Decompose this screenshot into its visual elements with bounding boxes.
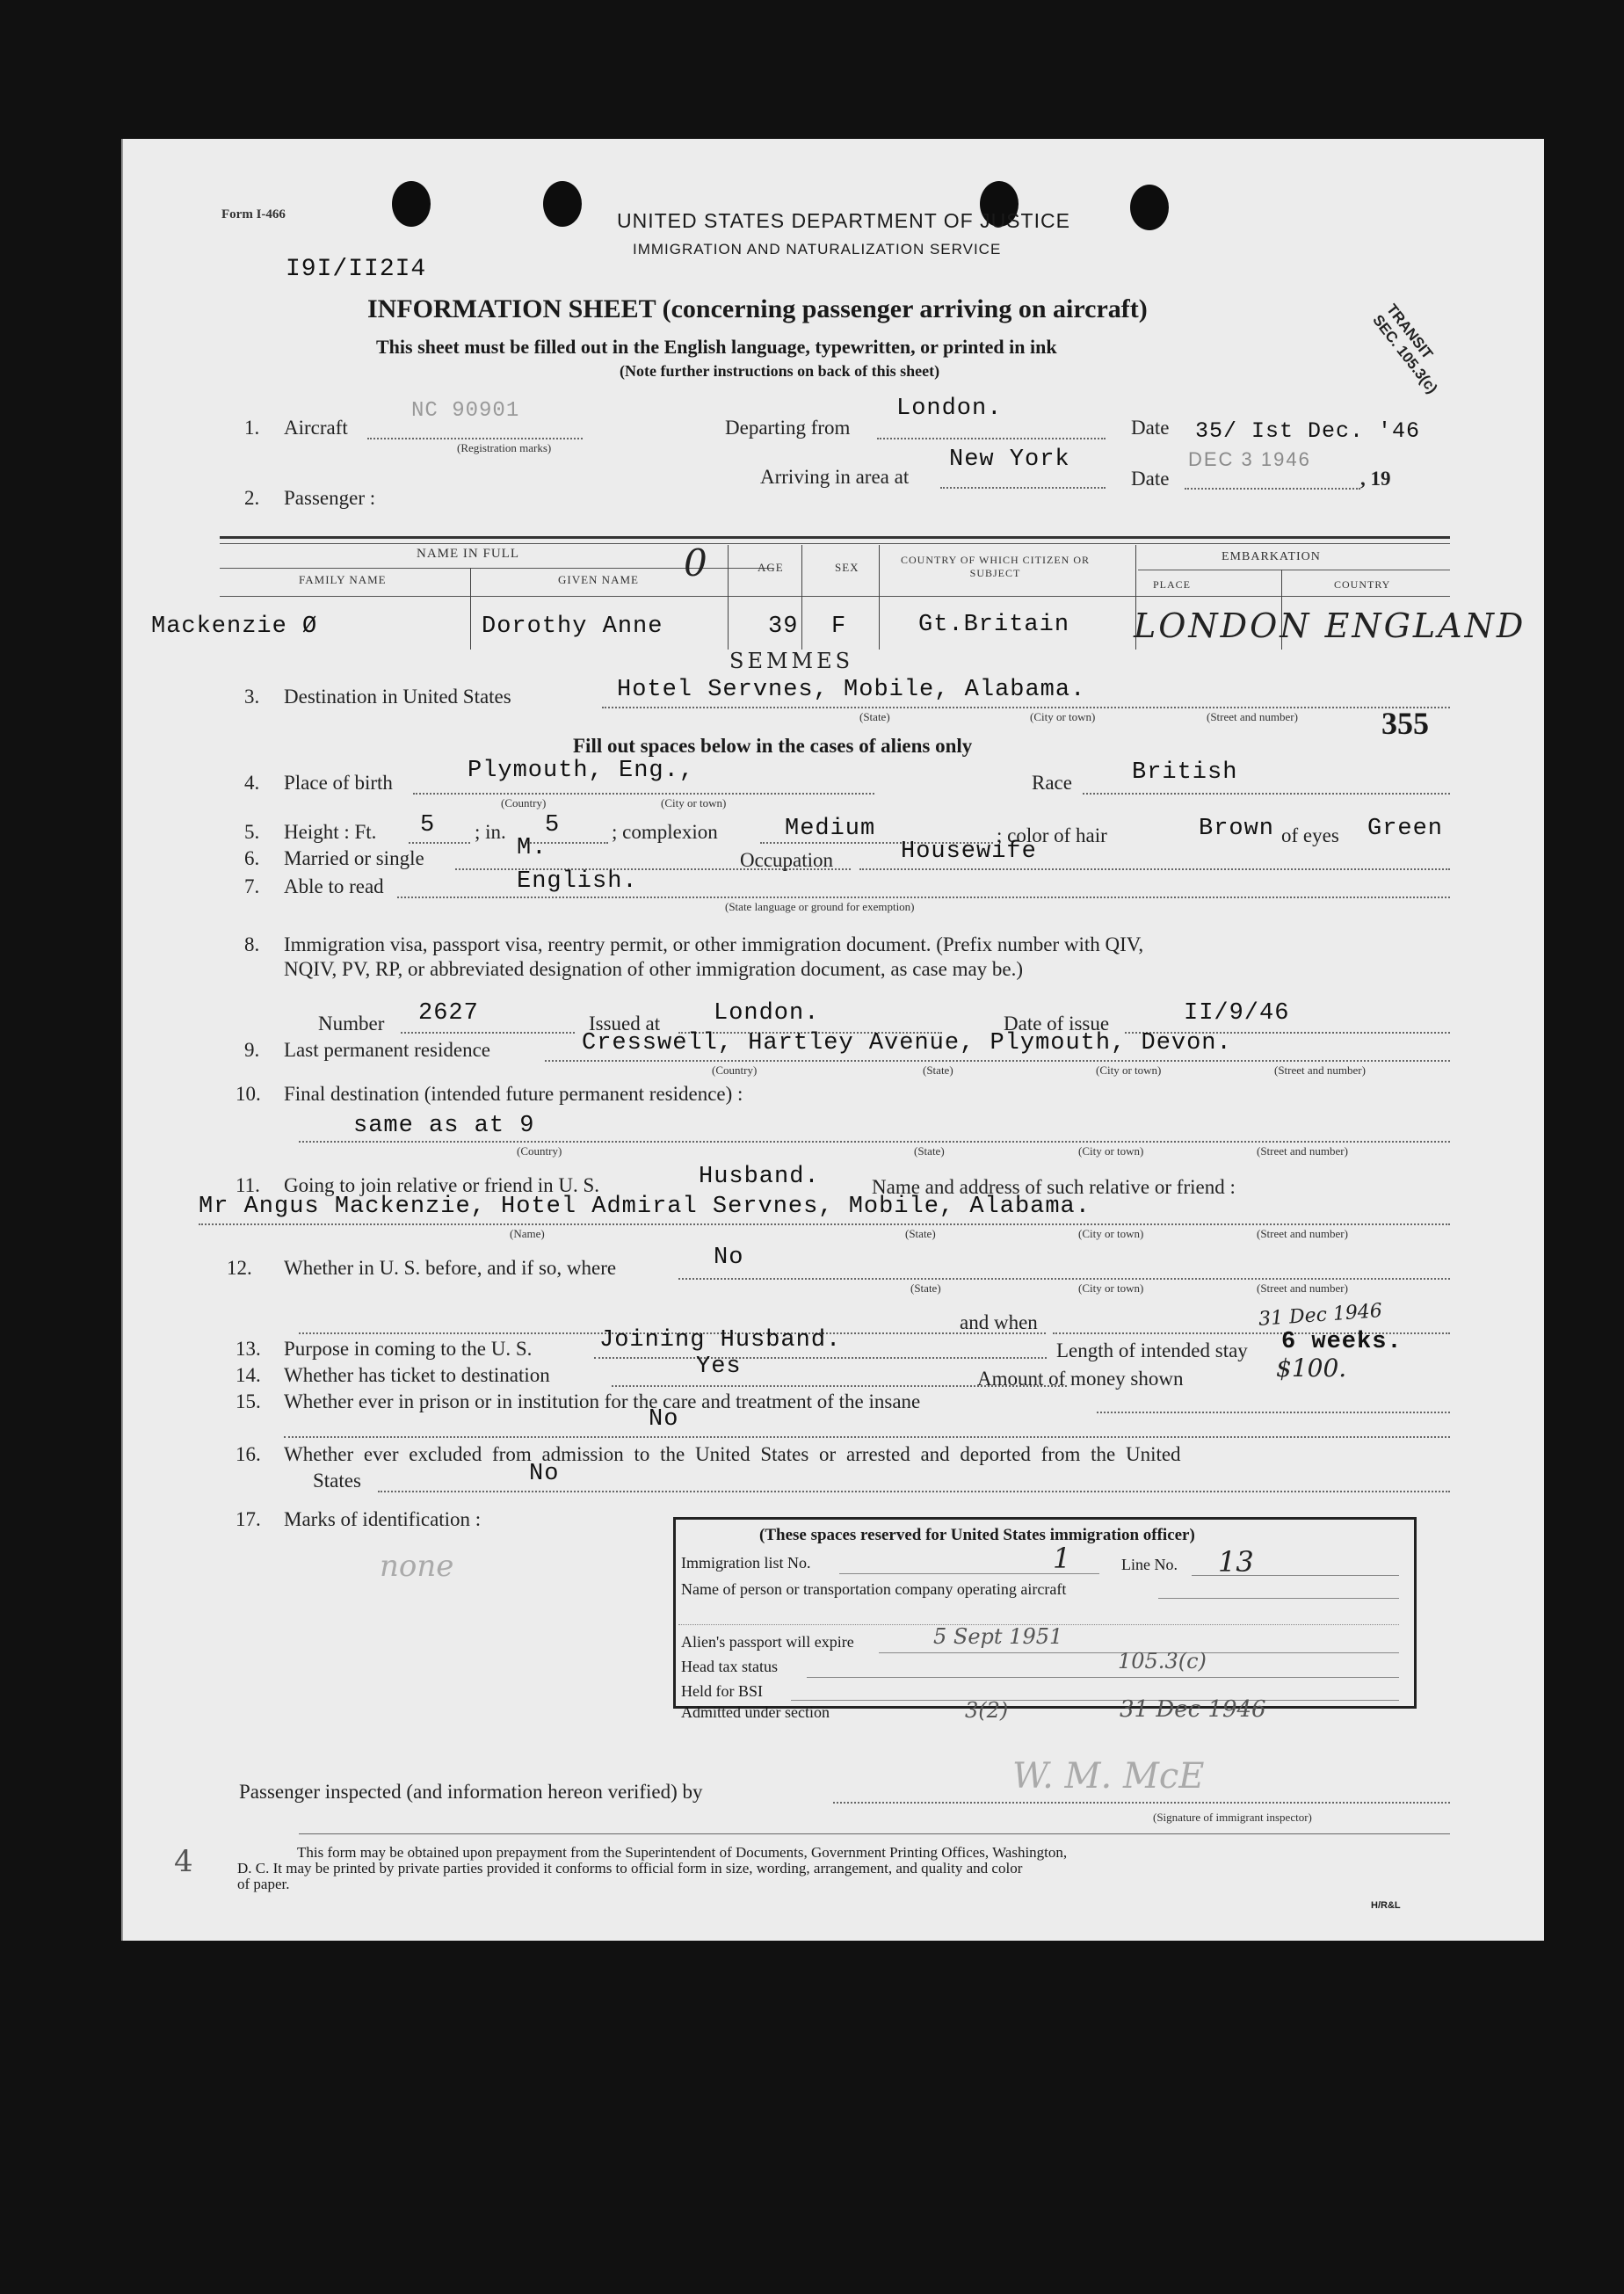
join-relative-value: Husband. — [699, 1164, 820, 1190]
item12-number: 12. — [227, 1257, 252, 1279]
punch-hole-2 — [543, 181, 582, 227]
sex-header: SEX — [835, 561, 859, 574]
birthplace-country-caption: (Country) — [501, 796, 547, 809]
when-value: 31 Dec 1946 — [1258, 1300, 1383, 1331]
circle-mark: 0 — [684, 541, 707, 584]
document-text-line-1: Immigration visa, passport visa, reentry permit, or other immigration document. (Prefix number with QIV, — [284, 933, 1144, 955]
departing-line — [877, 438, 1106, 439]
prison-label: Whether ever in prison or in institution for the care and treatment of the insane — [284, 1390, 921, 1412]
footer-line-3: of paper. — [237, 1876, 290, 1892]
item16-number: 16. — [236, 1443, 261, 1465]
officer-box-title: (These spaces reserved for United States immigration officer) — [759, 1526, 1195, 1544]
birthplace-city-caption: (City or town) — [661, 796, 727, 809]
race-value: British — [1132, 759, 1238, 786]
last-residence-street-caption: (Street and number) — [1274, 1064, 1366, 1077]
footer-code: H/R&L — [1371, 1900, 1401, 1911]
col-divider-4 — [879, 545, 880, 650]
item7-number: 7. — [244, 875, 260, 897]
relative-state-caption: (State) — [905, 1227, 936, 1240]
item4-number: 4. — [244, 772, 260, 794]
when-label: and when — [960, 1311, 1038, 1333]
inspection-line — [833, 1802, 1450, 1804]
hair-color-label: ; color of hair — [997, 824, 1107, 846]
last-residence-country-caption: (Country) — [712, 1064, 758, 1077]
hair-color-value: Brown — [1199, 816, 1275, 842]
passenger-label: Passenger : — [284, 487, 376, 509]
excluded-label-2: States — [313, 1470, 361, 1492]
embarkation-value: LONDON ENGLAND — [1134, 606, 1526, 645]
departing-label: Departing from — [725, 417, 851, 439]
identification-value: none — [380, 1549, 454, 1584]
us-before-value: No — [714, 1245, 744, 1271]
item2-number: 2. — [244, 487, 260, 509]
department-heading: UNITED STATES DEPARTMENT OF JUSTICE — [617, 209, 1070, 232]
arrival-date-label: Date — [1131, 468, 1170, 490]
ticket-label: Whether has ticket to destination — [284, 1364, 550, 1386]
stay-length-value: 6 weeks. — [1281, 1329, 1403, 1355]
aliens-only-heading: Fill out spaces below in the cases of aliens only — [573, 735, 973, 757]
excluded-value: No — [529, 1461, 560, 1487]
money-label: Amount of money shown — [977, 1368, 1184, 1390]
relative-address-value: Mr Angus Mackenzie, Hotel Admiral Servnes, Mobile, Alabama. — [199, 1194, 1091, 1220]
family-name-header: FAMILY NAME — [299, 573, 387, 586]
registration-caption: (Registration marks) — [457, 441, 552, 454]
excluded-label: Whether ever excluded from admission to the United States or arrested and deported from the United — [284, 1443, 1181, 1465]
complexion-value: Medium — [785, 816, 876, 842]
sex-value: F — [831, 613, 847, 640]
arrival-date-stamp: DEC 3 1946 — [1188, 448, 1311, 470]
occupation-line — [859, 868, 1450, 870]
family-name-value: Mackenzie Ø — [151, 613, 318, 640]
service-heading: IMMIGRATION AND NATURALIZATION SERVICE — [633, 241, 1002, 258]
officer-reserved-box — [673, 1517, 1417, 1709]
identification-label: Marks of identification : — [284, 1508, 482, 1530]
given-name-value: Dorothy Anne — [482, 613, 663, 640]
bsi-line — [791, 1700, 1399, 1701]
complexion-label: ; complexion — [612, 821, 718, 843]
sheet-title: INFORMATION SHEET (concerning passenger arriving on aircraft) — [367, 294, 1148, 323]
destination-city-caption: (City or town) — [1030, 710, 1096, 723]
footer-line-1: This form may be obtained upon prepayment from the Superintendent of Documents, Government Printing Offices, Washington, — [297, 1844, 1068, 1861]
footer-rule — [299, 1833, 1450, 1834]
col-divider-1 — [470, 568, 471, 650]
bsi-label: Held for BSI — [681, 1682, 763, 1700]
relative-address-label: Name and address of such relative or friend : — [872, 1176, 1236, 1198]
item8-number: 8. — [244, 933, 260, 955]
relative-name-caption: (Name) — [510, 1227, 545, 1240]
prison-line — [1097, 1412, 1450, 1413]
us-before-city-caption: (City or town) — [1078, 1281, 1144, 1295]
arriving-line — [940, 487, 1106, 489]
destination-value: Hotel Servnes, Mobile, Alabama. — [617, 677, 1086, 703]
admitted-date-value: 31 Dec 1946 — [1120, 1696, 1266, 1723]
transit-stamp: TRANSIT SEC. 105.3(c) — [1369, 301, 1441, 397]
read-label: Able to read — [284, 875, 384, 897]
arrival-year-suffix: , 19 — [1360, 468, 1391, 490]
final-destination-line — [299, 1141, 1450, 1143]
file-number: I9I/II2I4 — [286, 256, 427, 283]
admitted-under-label: Admitted under section — [681, 1703, 830, 1721]
issue-date-label: Date of issue — [1004, 1013, 1110, 1034]
prison-line-2 — [284, 1436, 1450, 1438]
excluded-line — [378, 1491, 1450, 1492]
occupation-value: Housewife — [901, 838, 1037, 865]
prison-value: No — [649, 1406, 679, 1433]
destination-street-caption: (Street and number) — [1207, 710, 1298, 723]
instruction-line-1: This sheet must be filled out in the English language, typewritten, or printed in ink — [376, 336, 1057, 358]
document-number-label: Number — [318, 1013, 385, 1034]
relative-address-line — [199, 1223, 1450, 1225]
document-number-line — [401, 1032, 575, 1034]
item15-number: 15. — [236, 1390, 261, 1412]
embarkation-header: EMBARKATION — [1222, 550, 1321, 563]
item1-number: 1. — [244, 417, 260, 439]
item6-number: 6. — [244, 847, 260, 869]
height-in-value: 5 — [545, 812, 561, 838]
aircraft-value: NC 90901 — [411, 399, 520, 423]
race-label: Race — [1032, 772, 1072, 794]
destination-line — [602, 707, 1450, 708]
inspection-caption: (Signature of immigrant inspector) — [1153, 1811, 1312, 1824]
table-top-rule-1 — [220, 536, 1450, 539]
race-line — [1083, 793, 1450, 795]
final-destination-label: Final destination (intended future permanent residence) : — [284, 1083, 743, 1105]
final-destination-country-caption: (Country) — [517, 1144, 562, 1158]
departing-value: London. — [896, 396, 1003, 422]
height-ft-line — [409, 842, 470, 844]
eye-color-value: Green — [1367, 816, 1444, 842]
embarkation-country-header: COUNTRY — [1334, 578, 1391, 591]
item9-number: 9. — [244, 1039, 260, 1061]
destination-label: Destination in United States — [284, 686, 511, 708]
passport-expire-value: 5 Sept 1951 — [933, 1624, 1063, 1649]
item5-number: 5. — [244, 821, 260, 843]
table-top-rule-2 — [220, 543, 1450, 544]
inspection-label: Passenger inspected (and information hereon verified) by — [239, 1781, 703, 1803]
last-residence-label: Last permanent residence — [284, 1039, 490, 1061]
passport-expire-label: Alien's passport will expire — [681, 1633, 854, 1651]
departure-date-label: Date — [1131, 417, 1170, 439]
birthplace-label: Place of birth — [284, 772, 393, 794]
form-number: Form I-466 — [221, 207, 286, 221]
issued-at-label: Issued at — [589, 1013, 661, 1034]
citizen-country-value: Gt.Britain — [918, 612, 1070, 638]
last-residence-value: Cresswell, Hartley Avenue, Plymouth, Devon. — [582, 1030, 1232, 1056]
last-residence-line — [545, 1060, 1450, 1062]
document-number-value: 2627 — [418, 1000, 479, 1027]
immigration-list-line — [839, 1573, 1099, 1574]
final-destination-street-caption: (Street and number) — [1257, 1144, 1348, 1158]
stay-length-label: Length of intended stay — [1056, 1339, 1248, 1361]
document-text-line-2: NQIV, PV, RP, or abbreviated designation of other immigration document, as case may be.) — [284, 958, 1024, 980]
read-line — [397, 897, 1450, 898]
margin-mark: 4 — [174, 1844, 193, 1879]
company-line — [1158, 1598, 1399, 1599]
age-header: AGE — [758, 561, 784, 574]
item10-number: 10. — [236, 1083, 261, 1105]
us-before-line — [678, 1278, 1450, 1280]
us-before-label: Whether in U. S. before, and if so, where — [284, 1257, 617, 1279]
eye-color-label: of eyes — [1281, 824, 1339, 846]
birthplace-value: Plymouth, Eng., — [468, 758, 695, 784]
item11-number: 11. — [236, 1174, 260, 1196]
marital-value: M. — [517, 835, 547, 861]
read-caption: (State language or ground for exemption) — [725, 900, 915, 913]
height-in-label: ; in. — [475, 821, 506, 843]
item17-number: 17. — [236, 1508, 261, 1530]
final-destination-city-caption: (City or town) — [1078, 1144, 1144, 1158]
ticket-value: Yes — [696, 1354, 742, 1380]
read-value: English. — [517, 868, 638, 895]
aircraft-line — [367, 438, 583, 439]
relative-street-caption: (Street and number) — [1257, 1227, 1348, 1240]
company-label: Name of person or transportation company operating aircraft — [681, 1580, 1067, 1598]
punch-hole-1 — [392, 181, 431, 227]
height-ft-label: Height : Ft. — [284, 821, 377, 843]
col-divider-2 — [728, 545, 729, 650]
line-no-label: Line No. — [1121, 1556, 1178, 1573]
occupation-label: Occupation — [740, 849, 834, 871]
purpose-value: Joining Husband. — [599, 1327, 842, 1354]
arrival-date-line — [1185, 488, 1360, 490]
inspector-signature: W. M. McE — [1012, 1756, 1205, 1797]
final-destination-state-caption: (State) — [914, 1144, 945, 1158]
stamp-number: 355 — [1381, 706, 1429, 741]
head-tax-value: 105.3(c) — [1118, 1649, 1207, 1673]
name-in-full-header: NAME IN FULL — [417, 547, 519, 561]
embarkation-place-header: PLACE — [1153, 578, 1192, 591]
given-name-header: GIVEN NAME — [558, 573, 639, 586]
final-destination-value: same as at 9 — [353, 1113, 535, 1139]
arriving-value: New York — [949, 446, 1070, 473]
head-tax-line — [807, 1677, 1399, 1678]
marital-label: Married or single — [284, 847, 424, 869]
relative-city-caption: (City or town) — [1078, 1227, 1144, 1240]
aircraft-label: Aircraft — [284, 417, 348, 439]
age-value: 39 — [768, 613, 799, 640]
line-no-line — [1192, 1575, 1399, 1576]
join-relative-label: Going to join relative or friend in U. S. — [284, 1174, 599, 1196]
last-residence-city-caption: (City or town) — [1096, 1064, 1162, 1077]
immigration-list-label: Immigration list No. — [681, 1554, 811, 1572]
purpose-label: Purpose in coming to the U. S. — [284, 1338, 533, 1360]
line-no-value: 13 — [1218, 1545, 1254, 1579]
table-header-bottom-rule — [220, 596, 1450, 597]
birthplace-line — [413, 793, 874, 795]
departure-date-value: 35/ Ist Dec. '46 — [1195, 418, 1421, 444]
money-value: $100. — [1276, 1354, 1347, 1383]
item14-number: 14. — [236, 1364, 261, 1386]
us-before-street-caption: (Street and number) — [1257, 1281, 1348, 1295]
punch-hole-4 — [1130, 185, 1169, 230]
last-residence-state-caption: (State) — [923, 1064, 953, 1077]
issue-date-value: II/9/46 — [1184, 1000, 1290, 1027]
citizen-country-header: COUNTRY OF WHICH CITIZEN OR SUBJECT — [901, 554, 1090, 579]
footer-line-2: D. C. It may be printed by private parties provided it conforms to official form in size, wording, arrangement, and quality and color — [237, 1860, 1023, 1877]
immigration-list-value: 1 — [1053, 1542, 1071, 1575]
item3-number: 3. — [244, 686, 260, 708]
head-tax-label: Head tax status — [681, 1658, 778, 1675]
destination-state-caption: (State) — [859, 710, 890, 723]
admitted-section-value: 3(2) — [965, 1698, 1009, 1723]
col-divider-3 — [801, 545, 802, 650]
arriving-label: Arriving in area at — [760, 466, 910, 488]
us-before-state-caption: (State) — [910, 1281, 941, 1295]
form-sheet — [121, 139, 1544, 1941]
instruction-line-2: (Note further instructions on back of this sheet) — [620, 362, 940, 380]
issued-at-value: London. — [714, 1000, 820, 1027]
item13-number: 13. — [236, 1338, 261, 1360]
purpose-line — [594, 1357, 1047, 1359]
height-ft-value: 5 — [420, 812, 436, 838]
destination-correction: SEMMES — [729, 649, 854, 673]
